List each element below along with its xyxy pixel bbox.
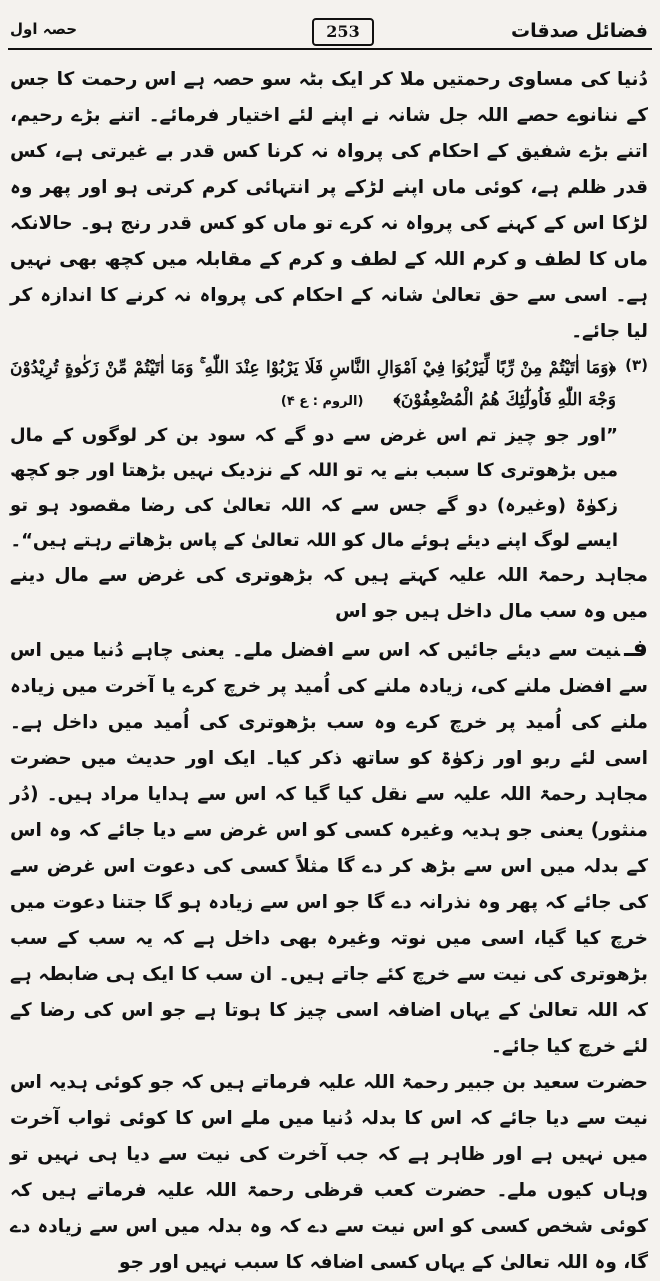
paragraph-3-wrapper (10, 630, 648, 1065)
quran-verse: ﴿وَمَا اٰتَيْتُمْ مِنْ رِّبًا لِّيَرْبُوَا فِيْ اَمْوَالِ النَّاسِ فَلَا يَرْبُوْا عِنْدَ اللّٰهِ ۚ وَمَا اٰتَيْتُمْ مِّنْ زَكٰوةٍ تُرِيْدُوْنَ وَجْهَ اللّٰهِ فَاُولٰٓئِكَ هُمُ الْمُضْعِفُوْنَ﴾ (الروم : ع ۴) (10, 358, 616, 410)
part-label: حصہ اول (10, 20, 78, 38)
verse-reference: (الروم : ع ۴) (280, 394, 364, 409)
paragraph-3: نیت سے دیئے جائیں کہ اس سے افضل ملے۔ یعنی چاہے دُنیا میں اس سے افضل ملنے کی، زیادہ ملنے کی اُمید پر خرچ کرے یا آخرت میں زیادہ ملنے کی اُمید پر خرچ کرے وہ سب بڑھوتری کی اُمید میں داخل ہے۔ اسی لئے ربو اور زکوٰۃ کو ساتھ ذکر کیا۔ ایک اور حدیث میں حضرت مجاہد رحمۃ اللہ علیہ سے نقل کیا گیا کہ اس سے ہدایا مراد ہیں۔ (دُر منثور) یعنی جو ہدیہ وغیرہ کسی کو اس غرض سے دیا جائے کہ وہ اس کے بدلہ میں اس سے بڑھ کر دے گا مثلاً کسی کی دعوت اس غرض سے کی جائے کہ پھر وہ نذرانہ دے گا جو اس سے زیادہ ہو گا جتنا دعوت میں خرچ کیا گیا، اسی میں نوتہ وغیرہ بھی داخل ہے کہ یہ سب کے سب بڑھوتری کی نیت سے خرچ کئے جاتے ہیں۔ ان سب کا ایک ہی ضابطہ ہے کہ اللہ تعالیٰ کے یہاں اضافہ اسی چیز کا ہوتا ہے جو اس کی رضا کے لئے خرچ کیا جائے۔ (10, 640, 648, 1057)
verse-block (10, 352, 648, 418)
book-title: فضائل صدقات (510, 20, 648, 42)
page-body (10, 62, 648, 1281)
verse-translation: ”اور جو چیز تم اس غرض سے دو گے کہ سود بن کر لوگوں کے مال میں بڑھوتری کا سبب بنے یہ تو اللہ کے نزدیک نہیں بڑھتا اور جو کچھ زکوٰۃ (وغیرہ) دو گے جس سے کہ اللہ تعالیٰ کی رضا مقصود ہو تو ایسے لوگ اپنے دیئے ہوئے مال کو اللہ تعالیٰ کے پاس بڑھاتے رہتے ہیں“۔ (10, 425, 618, 551)
fa-marker: فـ (624, 634, 648, 662)
verse-text: وَمَا اٰتَيْتُمْ مِنْ رِّبًا لِّيَرْبُوَا فِيْ اَمْوَالِ النَّاسِ فَلَا يَرْبُوْا عِنْدَ اللّٰهِ ۚ وَمَا اٰتَيْتُمْ مِّنْ زَكٰوةٍ تُرِيْدُوْنَ وَجْهَ اللّٰهِ فَاُولٰٓئِكَ هُمُ الْمُضْعِفُوْنَ (10, 358, 616, 410)
header-rule (8, 48, 652, 50)
paragraph-2: مجاہد رحمۃ اللہ علیہ کہتے ہیں کہ بڑھوتری کی غرض سے مال دینے میں وہ سب مال داخل ہیں جو اس (10, 565, 648, 622)
page-number: 253 (312, 18, 374, 46)
paragraph-4: حضرت سعید بن جبیر رحمۃ اللہ علیہ فرماتے ہیں کہ جو کوئی ہدیہ اس نیت سے دیا جائے کہ اس کا بدلہ دُنیا میں ملے اس کا کوئی ثواب آخرت میں نہیں ہے اور ظاہر ہے کہ جب آخرت کی نیت سے دیا ہی نہیں تو وہاں کیوں ملے۔ حضرت کعب قرظی رحمۃ اللہ علیہ فرماتے ہیں کہ کوئی شخص کسی کو اس نیت سے دے کہ وہ بدلہ میں اس سے زیادہ دے گا، وہ اللہ تعالیٰ کے یہاں کسی اضافہ کا سبب نہیں اور جو (10, 1072, 648, 1273)
page-header (0, 0, 660, 56)
paragraph-1: دُنیا کی مساوی رحمتیں ملا کر ایک بٹہ سو حصہ ہے اس رحمت کا جس کے ننانوے حصے اللہ جل شانہ نے اپنے لئے اختیار فرمائے۔ اتنے بڑے رحیم، اتنے بڑے شفیق کے احکام کی پرواہ نہ کرنا کس قدر بے غیرتی ہے، کس قدر ظلم ہے، کوئی ماں اپنے لڑکے پر انتہائی کرم کرتی ہو اور پھر وہ لڑکا اس کے کہنے کی پرواہ نہ کرے تو ماں کو کس قدر رنج ہو۔ حالانکہ ماں کا لطف و کرم اللہ کے لطف و کرم کے مقابلہ میں کچھ بھی نہیں ہے۔ اسی سے حق تعالیٰ شانہ کے احکام کی پرواہ نہ کرنے کا اندازہ کر لیا جائے۔ (10, 69, 648, 342)
verse-number: (۳) (625, 356, 648, 374)
